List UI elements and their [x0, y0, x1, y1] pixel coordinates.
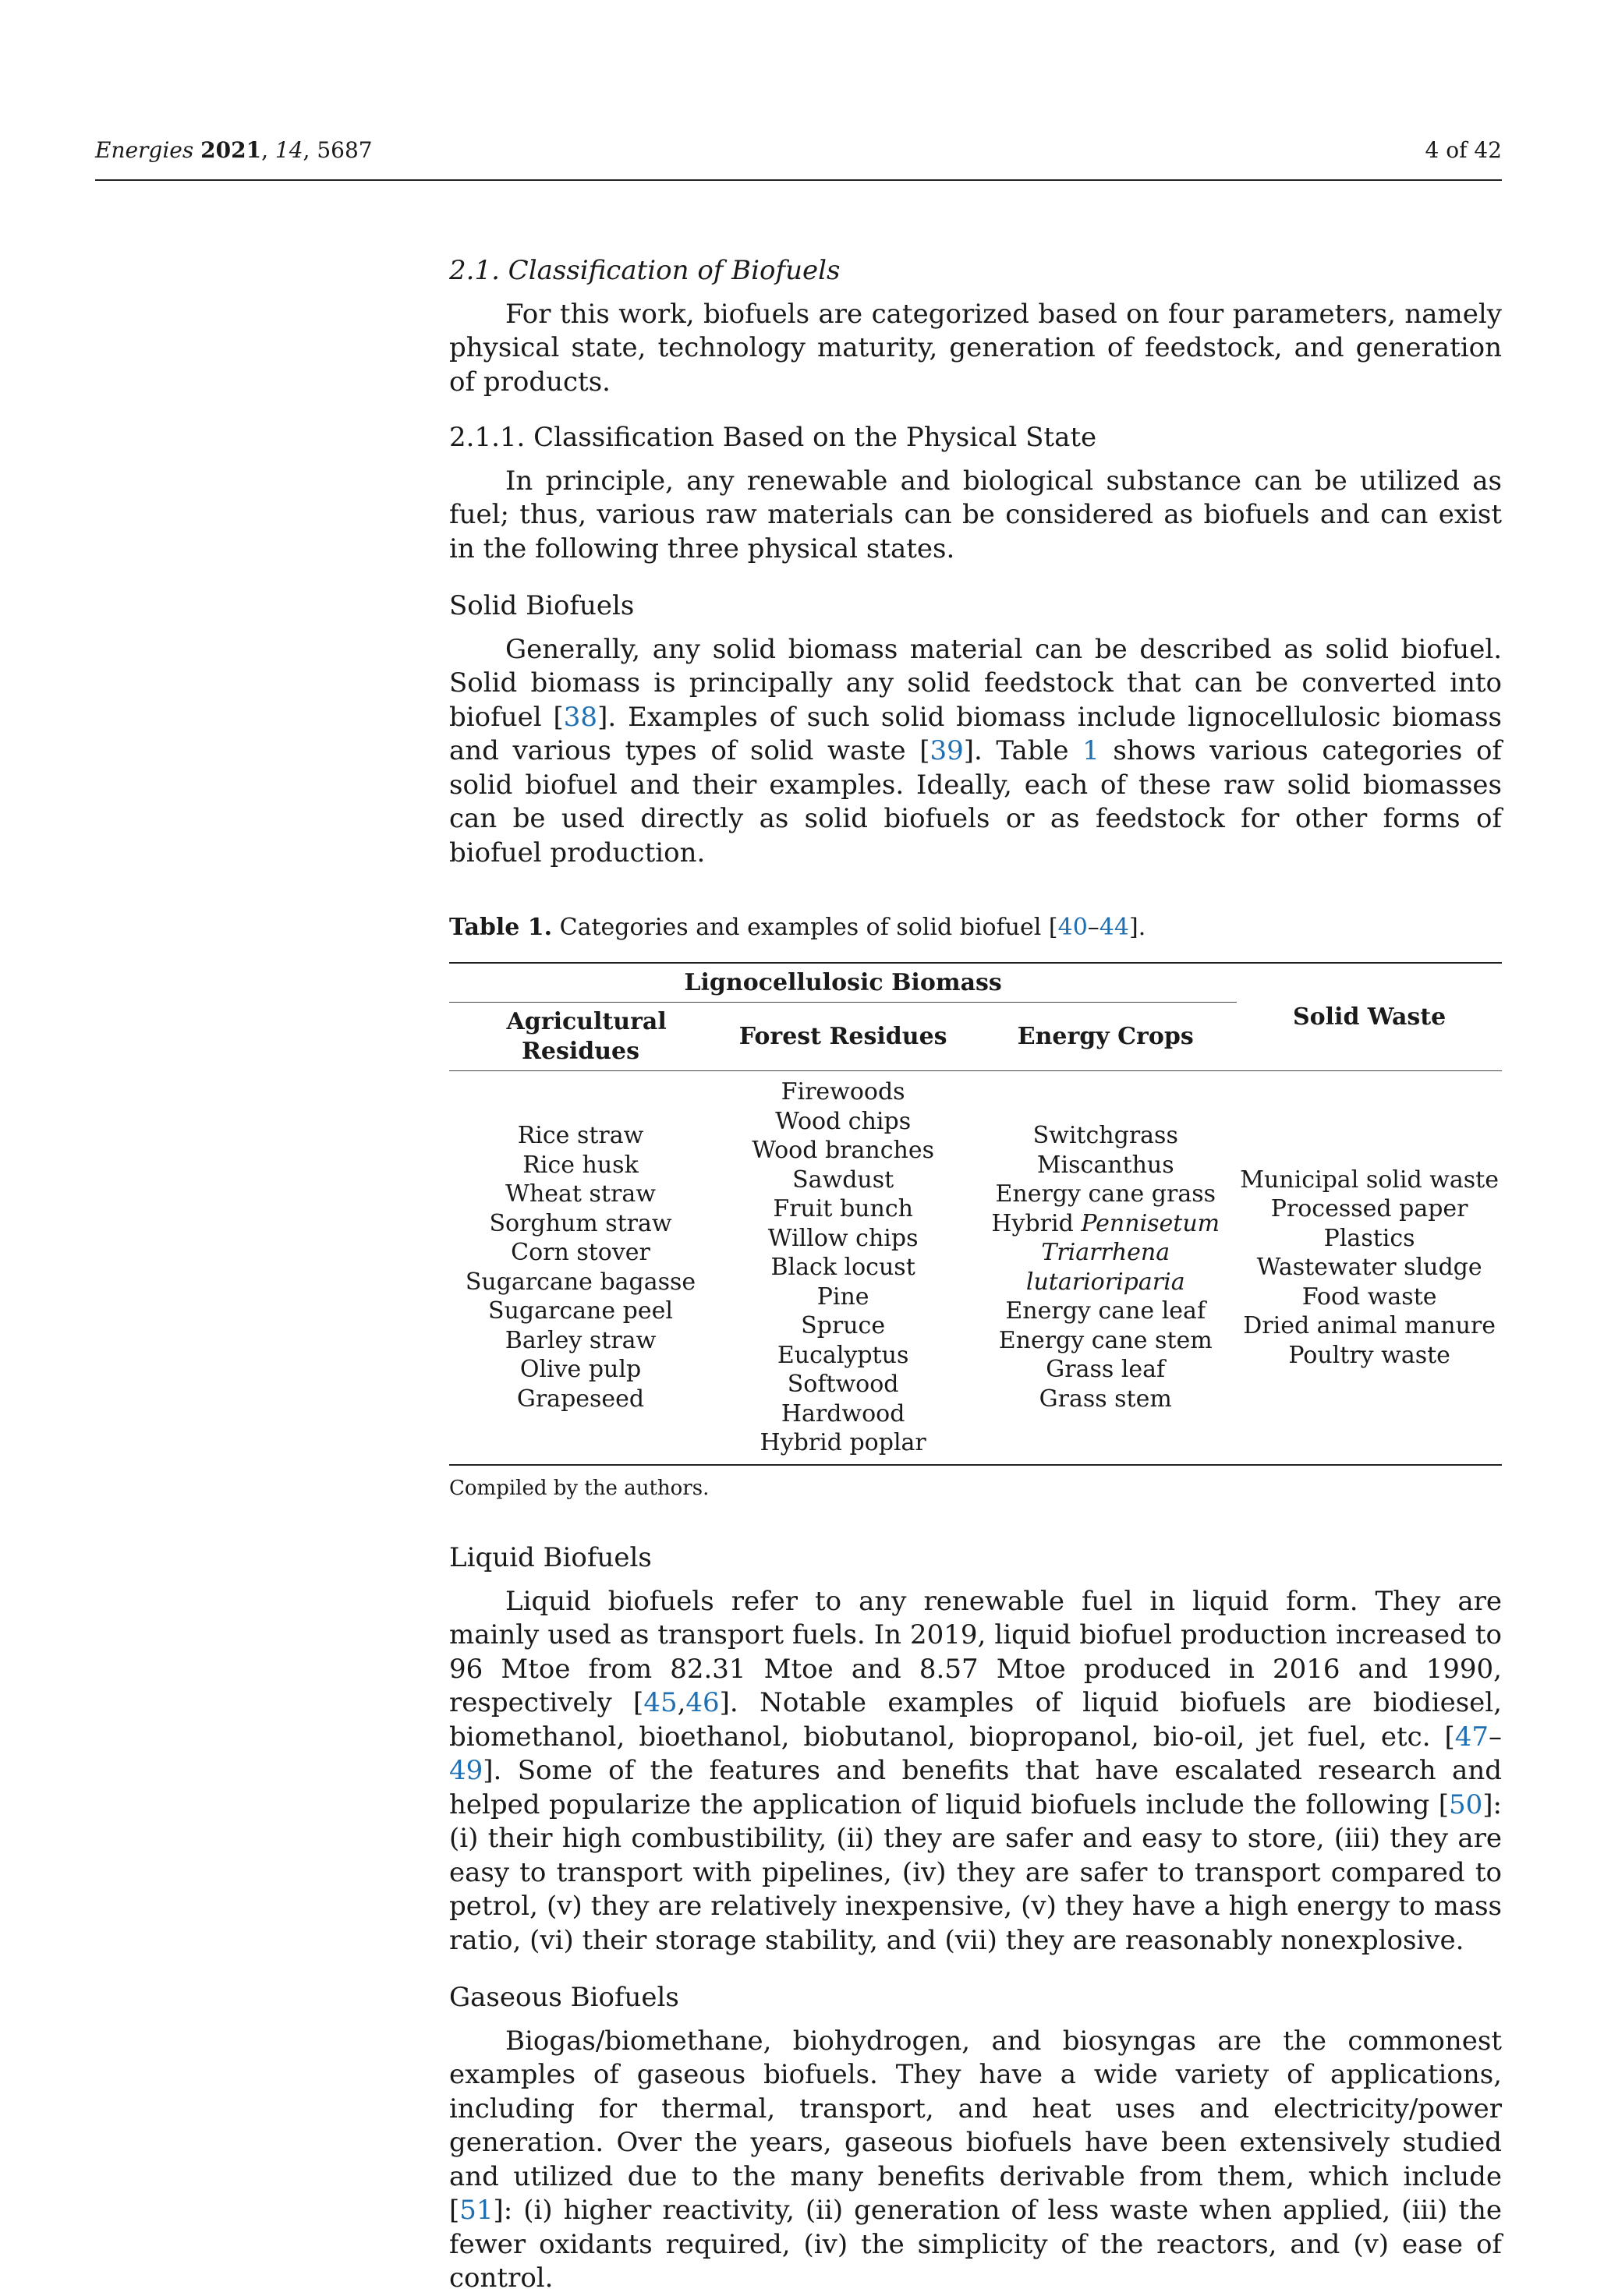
liquid-biofuels-title: Liquid Biofuels	[449, 1542, 652, 1573]
main-content	[449, 254, 1502, 2296]
list-item: Sorghum straw	[489, 1209, 672, 1237]
list-item: Processed paper	[1270, 1195, 1468, 1222]
column-header-forest: Forest Residues	[712, 1003, 974, 1071]
list-item: Rice straw	[517, 1122, 644, 1150]
subsection-intro: In principle, any renewable and biological substance can be utilized as fuel; thus, various raw materials can be considered as biofuels and can exist in the following three physical states.	[449, 465, 1502, 564]
citation-link[interactable]: 46	[685, 1687, 720, 1718]
list-item: Triarrhena	[1041, 1239, 1170, 1267]
list-item: Firewoods	[781, 1078, 905, 1106]
journal-volume: 14	[274, 137, 303, 163]
list-item: Wheat straw	[505, 1180, 656, 1208]
list-item: Eucalyptus	[777, 1341, 909, 1369]
list-item: Municipal solid waste	[1240, 1166, 1499, 1194]
list-item: Food waste	[1301, 1282, 1437, 1311]
list-item: Energy cane stem	[998, 1326, 1213, 1354]
table-caption: Table 1. Categories and examples of solid biofuel [40–44].	[449, 914, 1146, 941]
list-item: Olive pulp	[519, 1356, 642, 1384]
section-intro: For this work, biofuels are categorized based on four parameters, namely physical state, technology maturity, generation of feedstock, and generation of products.	[449, 298, 1502, 398]
list-item: Grass leaf	[1046, 1356, 1166, 1384]
section-title: 2.1. Classification of Biofuels	[449, 255, 841, 286]
article-number: 5687	[317, 137, 373, 163]
column-header-energy-crops: Energy Crops	[974, 1003, 1237, 1071]
gaseous-biofuels-paragraph: Biogas/biomethane, biohydrogen, and biosyngas are the commonest examples of gaseous biofuels. They have a wide variety of applications, including for thermal, transport, and heat uses and electricity/power generation. Over the years, gaseous biofuels have been extensively studied and utilized due to the many benefits derivable from them, which include [51]: (i) higher reactivity, (ii) generation of less waste when applied, (iii) the fewer oxidants required, (iv) the simplicity of the reactors, and (v) ease of control.	[449, 2025, 1502, 2294]
energy-crops-cell	[974, 1071, 1237, 1465]
citation-link[interactable]: 40	[1057, 914, 1088, 941]
citation-link[interactable]: 49	[449, 1755, 483, 1786]
list-item: Miscanthus	[1036, 1151, 1174, 1179]
citation-link[interactable]: 45	[643, 1687, 678, 1718]
list-item: Rice husk	[522, 1151, 639, 1179]
table-row	[449, 1071, 1502, 1465]
journal-citation: Energies 2021, 14, 5687	[95, 137, 373, 163]
gaseous-biofuels-title: Gaseous Biofuels	[449, 1982, 679, 2013]
list-item: Grass stem	[1039, 1385, 1172, 1413]
page-number: 4 of 42	[1425, 137, 1502, 163]
solid-waste-cell	[1237, 1071, 1502, 1465]
citation-link[interactable]: 38	[563, 701, 598, 733]
citation-link[interactable]: 51	[459, 2195, 494, 2226]
table-note: Compiled by the authors.	[449, 1476, 710, 1500]
group-header-lignocellulosic: Lignocellulosic Biomass	[449, 963, 1237, 1003]
column-header-solid-waste: Solid Waste	[1237, 963, 1502, 1071]
list-item: Wood branches	[752, 1137, 934, 1164]
list-item: Grapeseed	[516, 1385, 645, 1413]
list-item: Dried animal manure	[1243, 1312, 1496, 1339]
list-item: lutarioriparia	[1025, 1268, 1185, 1296]
solid-biofuel-table	[449, 962, 1502, 1466]
list-item: Switchgrass	[1032, 1122, 1178, 1150]
table-reference-link[interactable]: 1	[1082, 735, 1099, 766]
list-item: Hybrid poplar	[760, 1429, 926, 1456]
list-item: Softwood	[787, 1371, 899, 1398]
list-item: Corn stover	[511, 1239, 650, 1267]
list-item: Plastics	[1323, 1224, 1415, 1252]
citation-link[interactable]: 39	[930, 735, 964, 766]
subsection-title: 2.1.1. Classification Based on the Physical State	[449, 422, 1097, 453]
list-item: Wood chips	[775, 1107, 912, 1135]
list-item: Pine	[816, 1282, 869, 1311]
list-item: Fruit bunch	[773, 1195, 913, 1222]
list-item: Willow chips	[767, 1224, 919, 1252]
list-item: Sugarcane peel	[488, 1297, 673, 1325]
liquid-biofuels-paragraph: Liquid biofuels refer to any renewable fuel in liquid form. They are mainly used as transport fuels. In 2019, liquid biofuel production increased to 96 Mtoe from 82.31 Mtoe and 8.57 Mtoe produced in 2016 and 1990, respectively [45,46]. Notable examples of liquid biofuels are biodiesel, biomethanol, bioethanol, biobutanol, biopropanol, bio-oil, jet fuel, etc. [47–49]. Some of the features and benefits that have escalated research and helped popularize the application of liquid biofuels include the following [50]: (i) their high combustibility, (ii) they are safer and easy to store, (iii) they are easy to transport with pipelines, (iv) they are safer to transport compared to petrol, (v) they are relatively inexpensive, (v) they have a high energy to mass ratio, (vi) their storage stability, and (vii) they are reasonably nonexplosive.	[449, 1585, 1502, 1956]
solid-biofuels-title: Solid Biofuels	[449, 590, 635, 621]
journal-year: 2021	[200, 137, 262, 163]
list-item: Sugarcane bagasse	[465, 1268, 696, 1296]
solid-biofuels-paragraph: Generally, any solid biomass material can be described as solid biofuel. Solid biomass is principally any solid feedstock that can be converted into biofuel [38]. Examples of such solid biomass include lignocellulosic biomass and various types of solid waste [39]. Table 1 shows various categories of solid biofuel and their examples. Ideally, each of these raw solid biomasses can be used directly as solid biofuels or as feedstock for other forms of biofuel production.	[449, 633, 1502, 869]
agricultural-residues-cell	[449, 1071, 712, 1465]
list-item: Energy cane grass	[995, 1180, 1216, 1208]
page-header	[95, 137, 1502, 181]
list-item: Hybrid Pennisetum	[991, 1209, 1220, 1237]
citation-link[interactable]: 47	[1454, 1721, 1489, 1753]
list-item: Poultry waste	[1288, 1341, 1450, 1369]
list-item: Energy cane leaf	[1005, 1297, 1206, 1325]
list-item: Wastewater sludge	[1256, 1254, 1482, 1281]
list-item: Hardwood	[781, 1399, 905, 1427]
column-header-agricultural: Agricultural Residues	[449, 1003, 712, 1071]
list-item: Spruce	[801, 1312, 886, 1339]
list-item: Black locust	[770, 1254, 915, 1281]
forest-residues-cell	[712, 1071, 974, 1465]
list-item: Sawdust	[792, 1166, 894, 1194]
list-item: Barley straw	[505, 1326, 657, 1354]
journal-name: Energies	[95, 137, 194, 163]
citation-link[interactable]: 44	[1099, 914, 1129, 941]
citation-link[interactable]: 50	[1449, 1788, 1483, 1820]
